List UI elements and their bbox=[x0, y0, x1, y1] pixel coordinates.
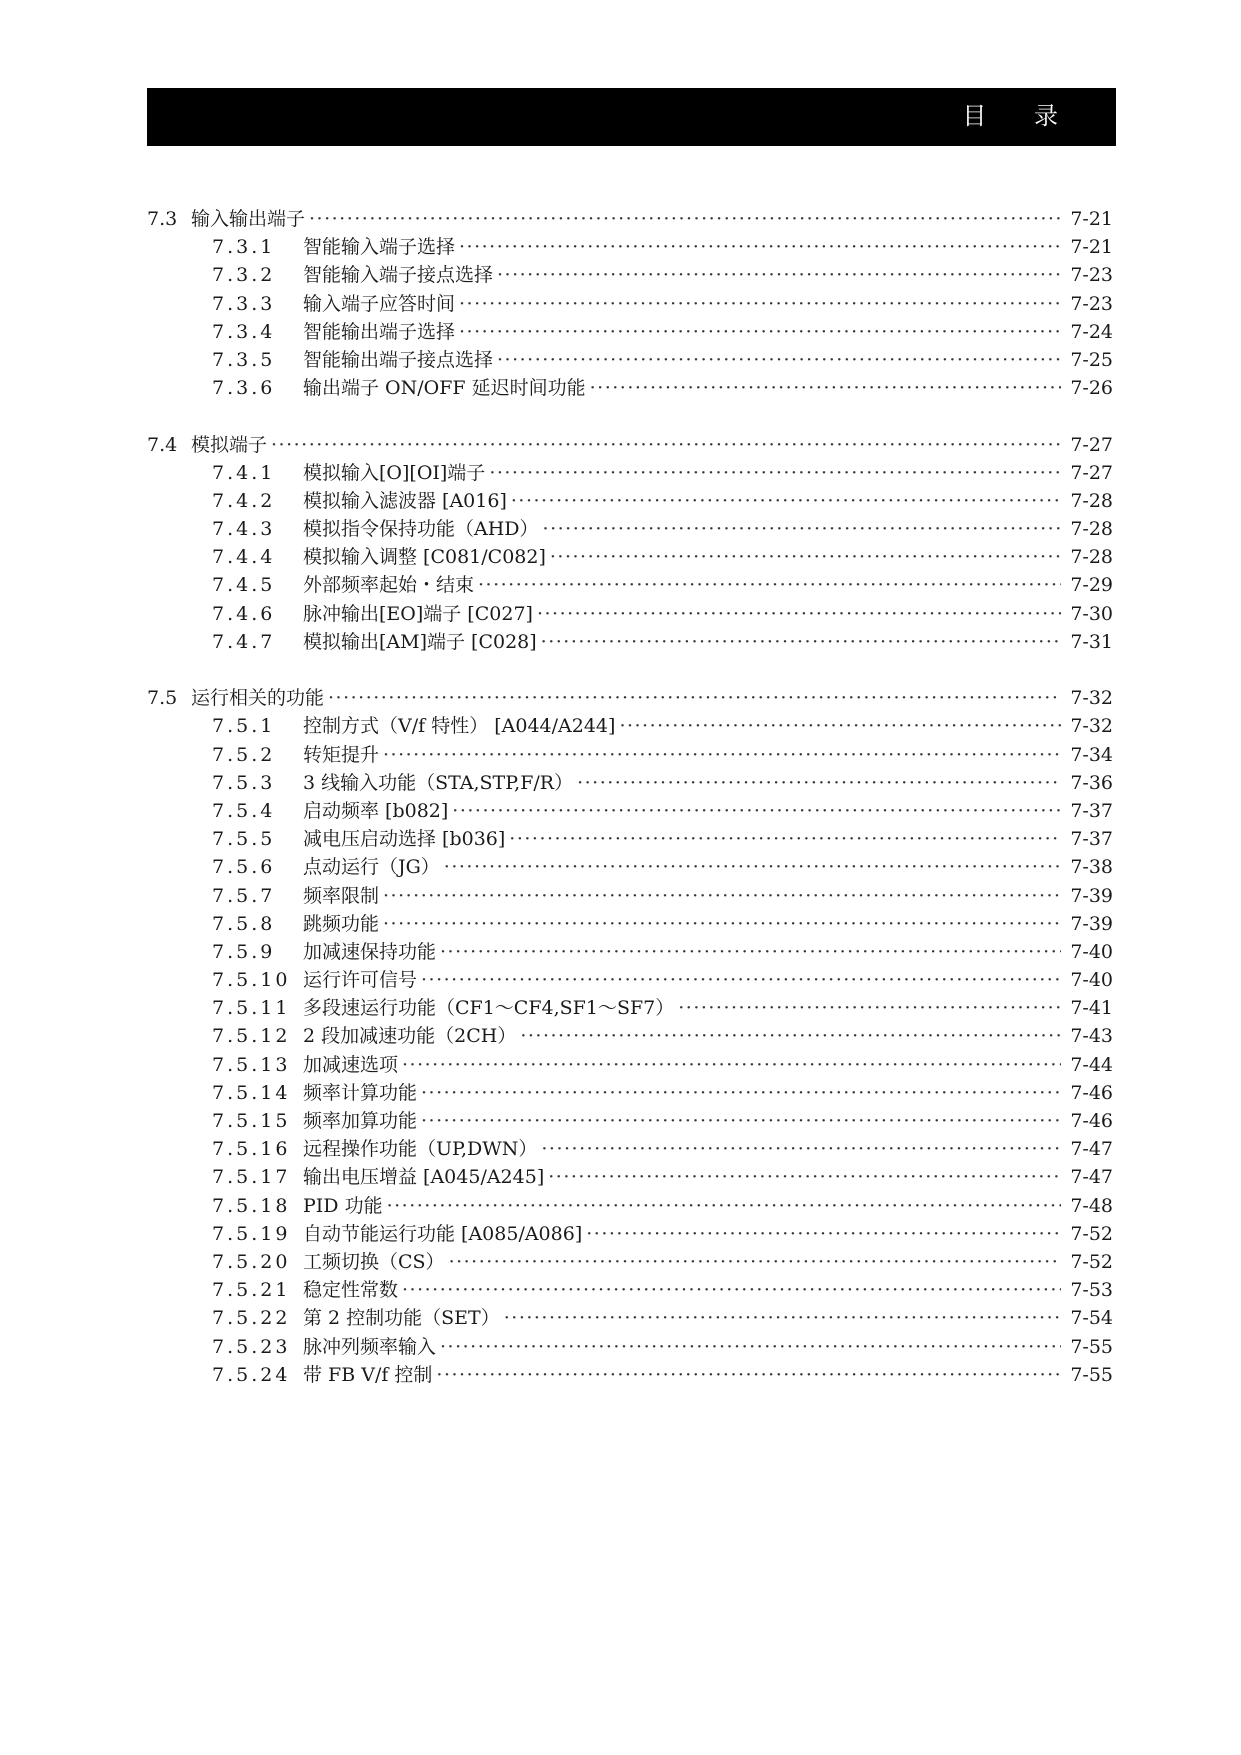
toc-entry-page: 7-46 bbox=[1070, 1081, 1113, 1104]
dot-leader bbox=[440, 1333, 1061, 1361]
dot-leader bbox=[548, 1163, 1061, 1191]
toc-entry-title: 稳定性常数 bbox=[303, 1279, 399, 1302]
toc-entry-number: 7.4.5 bbox=[212, 574, 276, 597]
toc-entry-number: 7.5.19 bbox=[212, 1222, 291, 1245]
toc-entry-title: 模拟指令保持功能（AHD） bbox=[303, 518, 539, 541]
toc-entry-page: 7-21 bbox=[1070, 208, 1113, 230]
dot-leader bbox=[590, 374, 1061, 402]
toc-entry-page: 7-29 bbox=[1070, 574, 1113, 597]
toc-entry-title: 转矩提升 bbox=[303, 743, 380, 766]
toc-entry-page: 7-28 bbox=[1070, 518, 1113, 541]
dot-leader bbox=[402, 1276, 1061, 1304]
toc-entry-title: 运行相关的功能 bbox=[191, 687, 325, 710]
dot-leader bbox=[509, 825, 1061, 853]
toc-entry-page: 7-55 bbox=[1070, 1335, 1113, 1358]
dot-leader bbox=[402, 1051, 1061, 1079]
toc-entry-page: 7-26 bbox=[1070, 377, 1113, 400]
toc-entry-number: 7.5.10 bbox=[212, 969, 291, 992]
toc-entry-number: 7.5.8 bbox=[212, 912, 276, 935]
toc-entry-title: 频率加算功能 bbox=[303, 1110, 418, 1132]
toc-entry-number: 7.3.3 bbox=[212, 292, 276, 315]
toc-entry-number: 7.3.5 bbox=[212, 348, 276, 371]
toc-entry-title: 频率计算功能 bbox=[303, 1081, 418, 1104]
toc-entry-title: 智能输出端子选择 bbox=[303, 320, 456, 343]
toc-entry[interactable] bbox=[147, 1276, 1113, 1304]
toc-entry-title: 远程操作功能（UP,DWN） bbox=[303, 1138, 538, 1161]
dot-leader bbox=[421, 966, 1061, 994]
toc-entry[interactable] bbox=[147, 1220, 1113, 1248]
toc-entry[interactable] bbox=[147, 797, 1113, 825]
toc-entry-page: 7-21 bbox=[1070, 236, 1113, 259]
dot-leader bbox=[309, 205, 1061, 233]
toc-entry-title: 模拟输入[O][OI]端子 bbox=[303, 461, 486, 484]
toc-section bbox=[147, 431, 1113, 657]
dot-leader bbox=[489, 459, 1061, 487]
toc-entry-page: 7-44 bbox=[1070, 1053, 1113, 1076]
toc-entry-number: 7.5.11 bbox=[212, 997, 291, 1020]
toc-entry[interactable] bbox=[147, 1051, 1113, 1079]
toc-section-heading[interactable] bbox=[147, 684, 1113, 712]
dot-leader bbox=[678, 994, 1061, 1022]
toc-entry[interactable] bbox=[147, 1107, 1113, 1135]
toc-entry[interactable] bbox=[147, 882, 1113, 910]
dot-leader bbox=[478, 571, 1061, 599]
toc-entry-title: 控制方式（V/f 特性） [A044/A244] bbox=[303, 715, 616, 738]
toc-entry-title: PID 功能 bbox=[303, 1194, 383, 1217]
toc-entry-page: 7-23 bbox=[1070, 292, 1113, 315]
toc-entry-title: 自动节能运行功能 [A085/A086] bbox=[303, 1222, 583, 1245]
dot-leader bbox=[271, 431, 1061, 459]
toc-entry-number: 7.3.6 bbox=[212, 377, 276, 400]
dot-leader bbox=[452, 797, 1061, 825]
toc-entry-title: 脉冲输出[EO]端子 [C027] bbox=[303, 602, 533, 625]
toc-entry-title: 第 2 控制功能（SET） bbox=[303, 1307, 500, 1330]
toc-entry-page: 7-41 bbox=[1070, 997, 1113, 1020]
dot-leader bbox=[459, 290, 1061, 318]
toc-entry-title: 模拟输入调整 [C081/C082] bbox=[303, 546, 546, 569]
toc-entry-page: 7-46 bbox=[1070, 1110, 1113, 1132]
toc-entry-title: 输出端子 ON/OFF 延迟时间功能 bbox=[303, 377, 586, 400]
table-of-contents bbox=[147, 205, 1113, 1417]
toc-entry-page: 7-23 bbox=[1070, 264, 1113, 287]
toc-entry-number: 7.5.9 bbox=[212, 940, 276, 963]
dot-leader bbox=[383, 910, 1061, 938]
toc-entry-page: 7-27 bbox=[1070, 461, 1113, 484]
toc-entry[interactable] bbox=[147, 346, 1113, 374]
toc-entry[interactable] bbox=[147, 966, 1113, 994]
toc-entry-page: 7-40 bbox=[1070, 969, 1113, 992]
toc-entry-number: 7.5.6 bbox=[212, 856, 276, 879]
toc-entry-title: 脉冲列频率输入 bbox=[303, 1335, 437, 1358]
toc-entry[interactable] bbox=[147, 290, 1113, 318]
toc-entry-title: 3 线输入功能（STA,STP,F/R） bbox=[303, 771, 574, 794]
toc-entry-number: 7.5.21 bbox=[212, 1279, 291, 1302]
toc-entry[interactable] bbox=[147, 571, 1113, 599]
toc-entry-title: 智能输出端子接点选择 bbox=[303, 348, 494, 371]
dot-leader bbox=[497, 346, 1061, 374]
dot-leader bbox=[511, 487, 1061, 515]
toc-entry-number: 7.3.2 bbox=[212, 264, 276, 287]
toc-section bbox=[147, 205, 1113, 402]
dot-leader bbox=[520, 1022, 1061, 1050]
dot-leader bbox=[541, 628, 1061, 656]
toc-entry-page: 7-28 bbox=[1070, 546, 1113, 569]
toc-entry[interactable] bbox=[147, 1192, 1113, 1220]
toc-entry-page: 7-32 bbox=[1070, 687, 1113, 710]
toc-entry-title: 模拟输出[AM]端子 [C028] bbox=[303, 630, 537, 653]
toc-entry[interactable] bbox=[147, 487, 1113, 515]
toc-entry-number: 7.5.15 bbox=[212, 1110, 291, 1132]
toc-entry-page: 7-38 bbox=[1070, 856, 1113, 879]
toc-section bbox=[147, 684, 1113, 1389]
dot-leader bbox=[449, 1248, 1061, 1276]
toc-entry-number: 7.5.18 bbox=[212, 1194, 291, 1217]
toc-entry-title: 加减速保持功能 bbox=[303, 940, 437, 963]
toc-entry-page: 7-52 bbox=[1070, 1222, 1113, 1245]
toc-entry-page: 7-37 bbox=[1070, 828, 1113, 851]
dot-leader bbox=[440, 938, 1061, 966]
dot-leader bbox=[504, 1304, 1061, 1332]
toc-entry-number: 7.3.4 bbox=[212, 320, 276, 343]
toc-entry-number: 7.3.1 bbox=[212, 236, 276, 259]
toc-entry[interactable] bbox=[147, 233, 1113, 261]
toc-entry-number: 7.5.20 bbox=[212, 1250, 291, 1273]
toc-entry-title: 点动运行（JG） bbox=[303, 856, 440, 879]
toc-entry[interactable] bbox=[147, 543, 1113, 571]
toc-entry-number: 7.5.12 bbox=[212, 1025, 291, 1048]
dot-leader bbox=[541, 1135, 1061, 1163]
toc-entry-page: 7-54 bbox=[1070, 1307, 1113, 1330]
toc-entry[interactable] bbox=[147, 1163, 1113, 1191]
toc-entry[interactable] bbox=[147, 1022, 1113, 1050]
toc-entry-number: 7.4.1 bbox=[212, 461, 276, 484]
toc-entry[interactable] bbox=[147, 515, 1113, 543]
toc-entry[interactable] bbox=[147, 1333, 1113, 1361]
toc-entry-number: 7.5.3 bbox=[212, 771, 276, 794]
toc-entry-title: 带 FB V/f 控制 bbox=[303, 1363, 433, 1386]
toc-entry-number: 7.5.13 bbox=[212, 1053, 291, 1076]
toc-entry-number: 7.5.5 bbox=[212, 828, 276, 851]
toc-entry-page: 7-47 bbox=[1070, 1166, 1113, 1189]
toc-entry-title: 多段速运行功能（CF1～CF4,SF1～SF7） bbox=[303, 997, 675, 1020]
dot-leader bbox=[444, 853, 1061, 881]
toc-entry-title: 减电压启动选择 [b036] bbox=[303, 828, 506, 851]
toc-entry-page: 7-34 bbox=[1070, 743, 1113, 766]
toc-entry-title: 工频切换（CS） bbox=[303, 1250, 445, 1273]
dot-leader bbox=[436, 1361, 1061, 1389]
toc-entry-page: 7-48 bbox=[1070, 1194, 1113, 1217]
toc-entry-page: 7-24 bbox=[1070, 320, 1113, 343]
toc-entry-number: 7.4 bbox=[147, 433, 178, 456]
toc-entry[interactable] bbox=[147, 910, 1113, 938]
toc-entry-page: 7-28 bbox=[1070, 489, 1113, 512]
toc-entry-title: 运行许可信号 bbox=[303, 969, 418, 992]
toc-entry-number: 7.5.2 bbox=[212, 743, 276, 766]
toc-entry-number: 7.4.2 bbox=[212, 489, 276, 512]
toc-entry-title: 跳频功能 bbox=[303, 912, 380, 935]
toc-entry-title: 模拟输入滤波器 [A016] bbox=[303, 489, 507, 512]
toc-entry-page: 7-37 bbox=[1070, 799, 1113, 822]
toc-entry-page: 7-43 bbox=[1070, 1025, 1113, 1048]
toc-entry[interactable] bbox=[147, 1135, 1113, 1163]
toc-entry-page: 7-55 bbox=[1070, 1363, 1113, 1386]
toc-entry[interactable] bbox=[147, 1304, 1113, 1332]
dot-leader bbox=[328, 684, 1061, 712]
dot-leader bbox=[421, 1107, 1061, 1135]
toc-entry-page: 7-31 bbox=[1070, 630, 1113, 653]
dot-leader bbox=[577, 769, 1061, 797]
page-title: 目 录 bbox=[962, 102, 1078, 130]
toc-entry[interactable] bbox=[147, 1079, 1113, 1107]
toc-entry-page: 7-32 bbox=[1070, 715, 1113, 738]
toc-entry-number: 7.5 bbox=[147, 687, 178, 710]
toc-entry-number: 7.5.23 bbox=[212, 1335, 291, 1358]
toc-section-heading[interactable] bbox=[147, 431, 1113, 459]
toc-entry-page: 7-30 bbox=[1070, 602, 1113, 625]
toc-entry-title: 模拟端子 bbox=[191, 433, 268, 456]
toc-entry-page: 7-47 bbox=[1070, 1138, 1113, 1161]
toc-entry[interactable] bbox=[147, 628, 1113, 656]
toc-entry-title: 加减速选项 bbox=[303, 1053, 399, 1076]
toc-entry-number: 7.5.7 bbox=[212, 884, 276, 907]
toc-entry[interactable] bbox=[147, 853, 1113, 881]
dot-leader bbox=[543, 515, 1061, 543]
toc-entry[interactable] bbox=[147, 741, 1113, 769]
toc-section-heading[interactable] bbox=[147, 205, 1113, 233]
toc-entry-number: 7.5.24 bbox=[212, 1363, 291, 1386]
toc-entry-title: 外部频率起始・结束 bbox=[303, 574, 475, 597]
toc-entry-number: 7.4.4 bbox=[212, 546, 276, 569]
toc-entry-page: 7-53 bbox=[1070, 1279, 1113, 1302]
toc-entry-number: 7.5.14 bbox=[212, 1081, 291, 1104]
toc-entry-number: 7.5.16 bbox=[212, 1138, 291, 1161]
dot-leader bbox=[383, 741, 1061, 769]
toc-entry-title: 频率限制 bbox=[303, 884, 380, 907]
toc-entry-title: 输入输出端子 bbox=[191, 208, 306, 230]
toc-entry[interactable] bbox=[147, 600, 1113, 628]
toc-entry-page: 7-25 bbox=[1070, 348, 1113, 371]
toc-entry[interactable] bbox=[147, 712, 1113, 740]
toc-entry[interactable] bbox=[147, 1248, 1113, 1276]
toc-entry[interactable] bbox=[147, 769, 1113, 797]
dot-leader bbox=[421, 1079, 1061, 1107]
toc-entry-page: 7-39 bbox=[1070, 912, 1113, 935]
dot-leader bbox=[537, 600, 1061, 628]
toc-entry-number: 7.5.4 bbox=[212, 799, 276, 822]
dot-leader bbox=[459, 233, 1061, 261]
toc-entry-number: 7.5.17 bbox=[212, 1166, 291, 1189]
toc-entry-title: 智能输入端子选择 bbox=[303, 236, 456, 259]
toc-entry-page: 7-40 bbox=[1070, 940, 1113, 963]
toc-entry-page: 7-39 bbox=[1070, 884, 1113, 907]
toc-entry-title: 2 段加减速功能（2CH） bbox=[303, 1025, 517, 1048]
toc-entry-number: 7.4.7 bbox=[212, 630, 276, 653]
header-bar bbox=[147, 88, 1116, 146]
toc-entry-number: 7.4.6 bbox=[212, 602, 276, 625]
dot-leader bbox=[383, 882, 1061, 910]
toc-entry[interactable] bbox=[147, 459, 1113, 487]
toc-entry[interactable] bbox=[147, 994, 1113, 1022]
toc-entry-title: 启动频率 [b082] bbox=[303, 799, 449, 822]
toc-entry[interactable] bbox=[147, 318, 1113, 346]
dot-leader bbox=[497, 261, 1061, 289]
dot-leader bbox=[619, 712, 1061, 740]
toc-entry[interactable] bbox=[147, 374, 1113, 402]
toc-entry[interactable] bbox=[147, 938, 1113, 966]
toc-entry-title: 输入端子应答时间 bbox=[303, 292, 456, 315]
toc-entry-page: 7-52 bbox=[1070, 1250, 1113, 1273]
toc-entry-number: 7.4.3 bbox=[212, 518, 276, 541]
toc-entry-number: 7.5.1 bbox=[212, 715, 276, 738]
dot-leader bbox=[459, 318, 1061, 346]
toc-entry[interactable] bbox=[147, 825, 1113, 853]
dot-leader bbox=[586, 1220, 1061, 1248]
toc-entry-title: 输出电压增益 [A045/A245] bbox=[303, 1166, 545, 1189]
toc-entry-page: 7-27 bbox=[1070, 433, 1113, 456]
toc-entry[interactable] bbox=[147, 1361, 1113, 1389]
toc-entry-number: 7.3 bbox=[147, 208, 178, 230]
toc-entry-number: 7.5.22 bbox=[212, 1307, 291, 1330]
toc-entry-title: 智能输入端子接点选择 bbox=[303, 264, 494, 287]
dot-leader bbox=[387, 1192, 1061, 1220]
dot-leader bbox=[550, 543, 1061, 571]
toc-entry[interactable] bbox=[147, 261, 1113, 289]
toc-entry-page: 7-36 bbox=[1070, 771, 1113, 794]
